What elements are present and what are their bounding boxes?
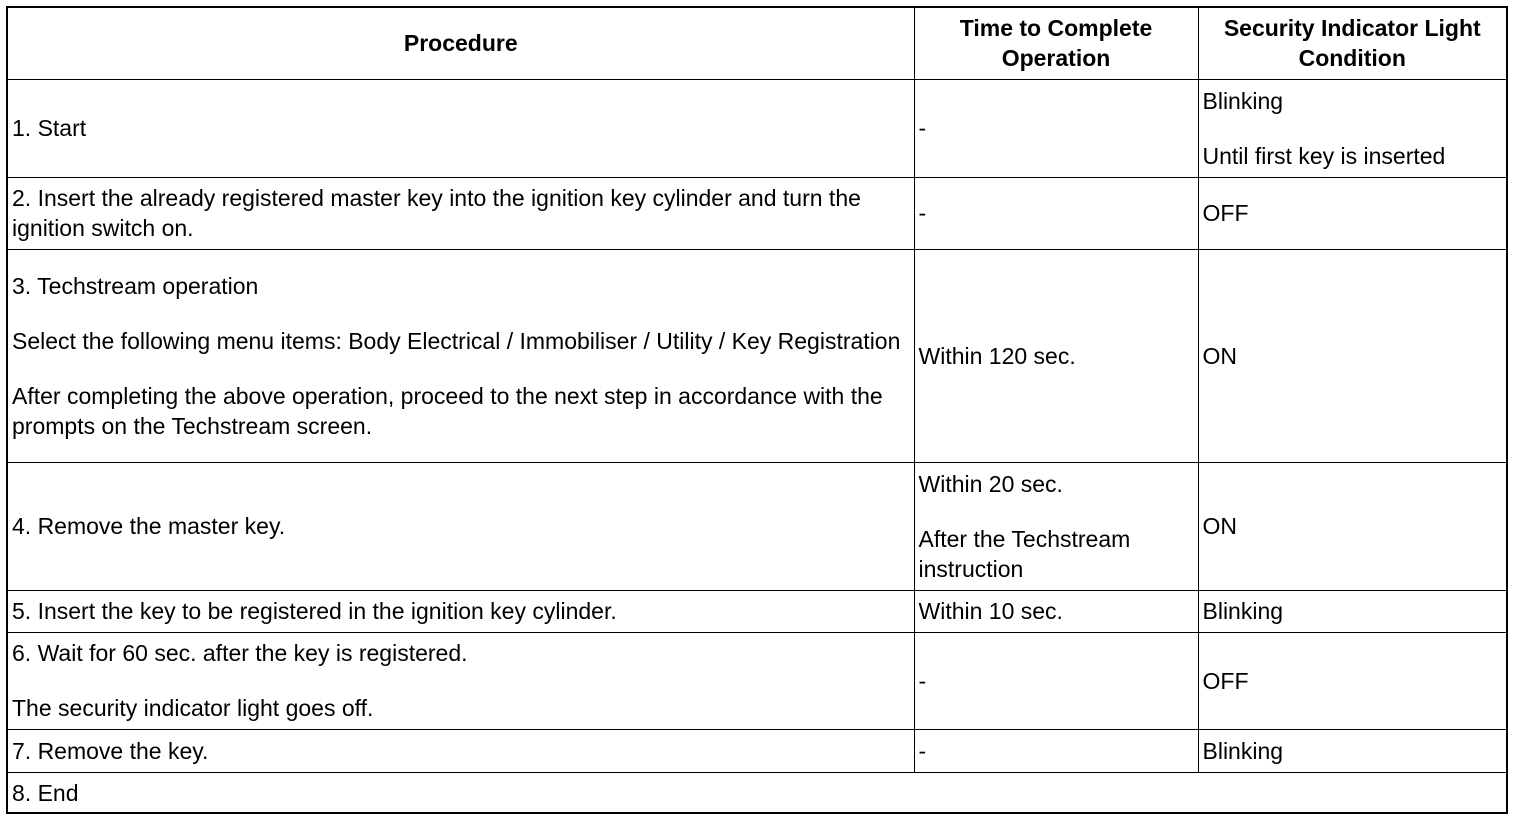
table-row [8, 590, 1506, 632]
table-row [8, 462, 1506, 590]
time-cell [914, 462, 1198, 590]
time-text: Within 20 sec. [918, 470, 1063, 497]
light-cell [1198, 729, 1506, 772]
light-cell [1198, 177, 1506, 249]
procedure-cell [8, 729, 914, 772]
procedure-cell [8, 177, 914, 249]
procedure-note: After completing the above operation, proceed to the next step in accordance with the prompts on the Techstream screen. [12, 382, 883, 439]
header-procedure: Procedure [8, 8, 914, 79]
key-registration-procedure-table [8, 8, 1506, 814]
time-text: - [918, 200, 927, 226]
procedure-cell [8, 590, 914, 632]
time-cell [914, 590, 1198, 632]
procedure-text: 7. Remove the key. [12, 737, 209, 764]
time-text: Within 10 sec. [918, 598, 1063, 624]
light-text: Blinking [1202, 87, 1284, 114]
procedure-note: The security indicator light goes off. [12, 695, 374, 721]
light-cell [1198, 590, 1506, 632]
light-note: Until first key is inserted [1202, 142, 1446, 169]
table-row [8, 729, 1506, 772]
light-text: OFF [1202, 667, 1249, 694]
procedure-text: 3. Techstream operation [12, 272, 259, 299]
time-text: - [918, 115, 927, 141]
table-row [8, 79, 1506, 177]
time-cell [914, 79, 1198, 177]
time-cell [914, 729, 1198, 772]
table-row [8, 177, 1506, 249]
procedure-cell [8, 249, 914, 462]
header-security-light: Security Indicator Light Condition [1198, 8, 1506, 79]
procedure-menu-path: Select the following menu items: Body Electrical / Immobiliser / Utility / Key Registration [12, 327, 901, 354]
light-cell [1198, 249, 1506, 462]
table-row-end [8, 772, 1506, 814]
table-row [8, 632, 1506, 729]
light-text: OFF [1202, 200, 1249, 226]
light-cell [1198, 462, 1506, 590]
light-text: ON [1202, 342, 1237, 369]
light-text: Blinking [1202, 737, 1284, 764]
table-row [8, 249, 1506, 462]
procedure-text: 6. Wait for 60 sec. after the key is registered. [12, 640, 468, 666]
procedure-text: 4. Remove the master key. [12, 513, 286, 539]
procedure-text: 5. Insert the key to be registered in the ignition key cylinder. [12, 598, 617, 624]
procedure-end-cell [8, 772, 1506, 814]
time-text: - [918, 737, 927, 764]
procedure-cell [8, 79, 914, 177]
light-cell [1198, 79, 1506, 177]
time-text: - [918, 667, 927, 694]
time-cell [914, 177, 1198, 249]
procedure-text: 2. Insert the already registered master key into the ignition key cylinder and turn the ignition switch on. [12, 185, 861, 241]
procedure-text: 1. Start [12, 115, 87, 141]
time-note: After the Techstream instruction [918, 525, 1131, 582]
procedure-end-text: 8. End [12, 780, 79, 807]
time-cell [914, 632, 1198, 729]
light-text: Blinking [1202, 598, 1284, 624]
time-text: Within 120 sec. [918, 342, 1076, 369]
light-cell [1198, 632, 1506, 729]
header-time-to-complete: Time to Complete Operation [914, 8, 1198, 79]
procedure-cell [8, 462, 914, 590]
table-header-row [8, 8, 1506, 79]
light-text: ON [1202, 513, 1237, 539]
time-cell [914, 249, 1198, 462]
procedure-cell [8, 632, 914, 729]
